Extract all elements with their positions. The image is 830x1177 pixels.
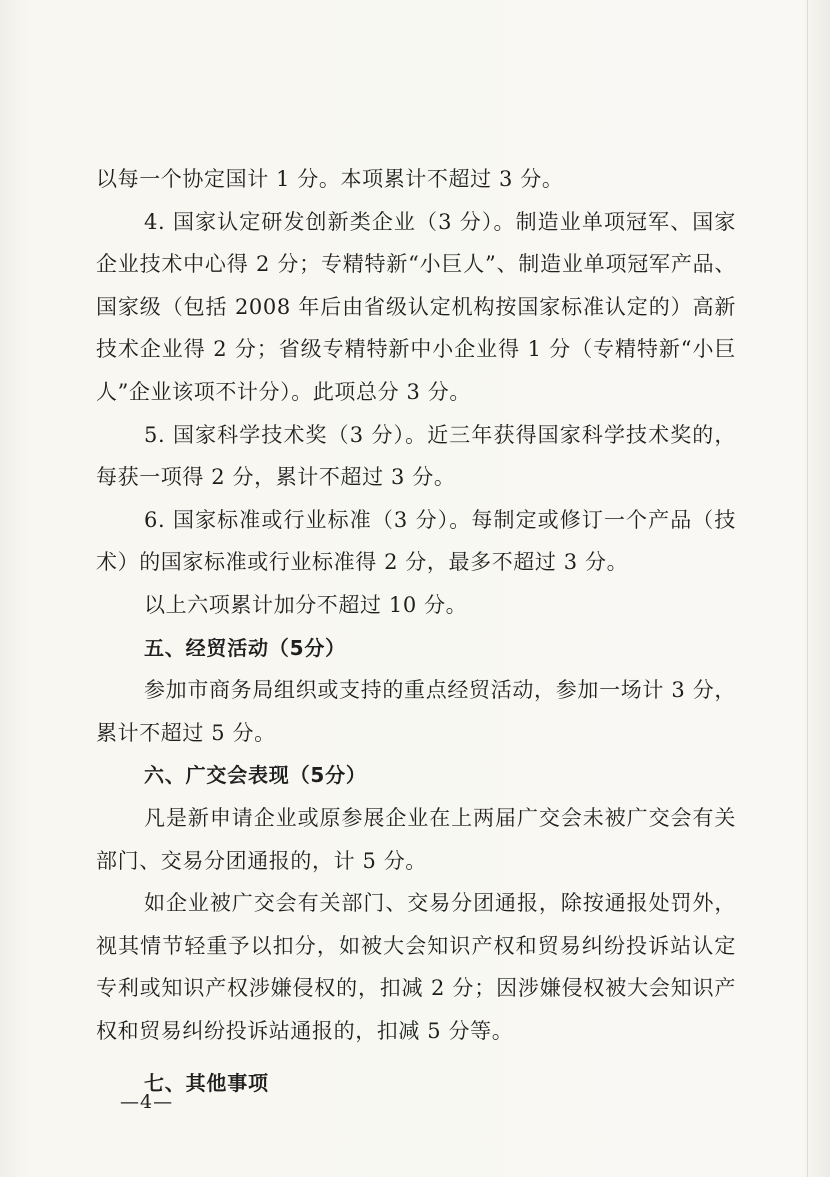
document-body [96,158,736,1105]
paragraph-item-6: 6. 国家标准或行业标准（3 分）。每制定或修订一个产品（技术）的国家标准或行业标准得 2 分，最多不超过 3 分。 [96,507,736,575]
section-heading-5: 五、经贸活动（5分） [144,635,346,660]
paragraph-section-5: 参加市商务局组织或支持的重点经贸活动，参加一场计 3 分，累计不超过 5 分。 [96,678,736,745]
paragraph-item-4: 4. 国家认定研发创新类企业（3 分）。制造业单项冠军、国家企业技术中心得 2 分；专精特新“小巨人”、制造业单项冠军产品、国家级（包括 2008 年后由省级认定机构按国家标准认定的）高新技术企业得 2 分；省级专精特新中小企业得 1 分（专精特新“小巨人”企业该项不计分）。此项总分 3 分。 [96,209,736,404]
paragraph-section-6-b: 如企业被广交会有关部门、交易分团通报，除按通报处罚外，视其情节轻重予以扣分，如被大会知识产权和贸易纠纷投诉站认定专利或知识产权涉嫌侵权的，扣减 2 分；因涉嫌侵权被大会知识产权和贸易纠纷投诉站通报的，扣减 5 分等。 [96,891,736,1043]
section-heading-6: 六、广交会表现（5分） [144,763,367,788]
page-number: —4— [120,1091,174,1113]
paragraph-continuation: 以每一个协定国计 1 分。本项累计不超过 3 分。 [96,167,564,191]
section-heading-7: 七、其他事项 [144,1071,269,1096]
page-edge-shadow [807,0,808,1177]
paragraph-summary: 以上六项累计加分不超过 10 分。 [144,592,468,617]
paragraph-section-6-a: 凡是新申请企业或原参展企业在上两届广交会未被广交会有关部门、交易分团通报的，计 5 分。 [96,805,736,873]
paragraph-item-5: 5. 国家科学技术奖（3 分）。近三年获得国家科学技术奖的，每获一项得 2 分，累计不超过 3 分。 [96,422,736,490]
